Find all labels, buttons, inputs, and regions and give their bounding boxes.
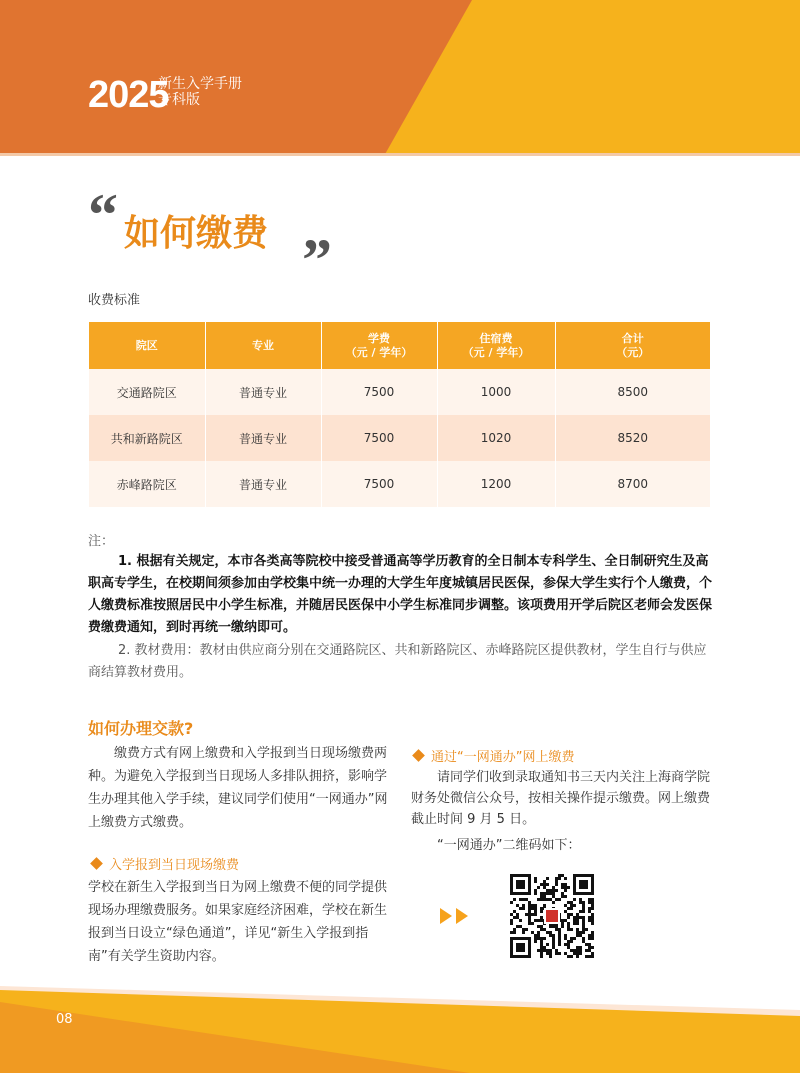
how-to-pay-heading: 如何办理交款? [88,719,194,738]
cell-campus: 赤峰路院区 [89,461,205,507]
cell-major: 普通专业 [205,461,321,507]
qr-logo-icon [544,908,560,924]
header-accommodation: 住宿费 （元 / 学年） [437,322,555,369]
header-tuition: 学费 （元 / 学年） [321,322,437,369]
online-payment-heading [414,746,574,765]
diamond-bullet-icon [412,749,425,762]
note-medical-insurance: 1. 根据有关规定，本市各类高等院校中接受普通高等学历教育的全日制本专科学生、全日制研究生及高职高专学生，在校期间须参加由学校集中统一办理的大学生年度城镇居民医保，参保大学生实行个人缴费，个人缴费标准按照居民中小学生标准，并随居民医保中小学生标准同步调整。该项费用开学后院区老师会发医保费缴费通知，到时再统一缴纳即可。 [88,554,713,635]
onsite-payment-text: 学校在新生入学报到当日为网上缴费不便的同学提供现场办理缴费服务。如果家庭经济困难，学校在新生报到当日设立“绿色通道”，详见“新生入学报到指南”有关学生资助内容。 [88,880,388,964]
fee-table [89,322,710,507]
header-campus: 院区 [89,322,205,369]
header-total: 合计 （元） [555,322,710,369]
handbook-year: 2025 [88,74,169,116]
handbook-subtitle [158,76,242,108]
page-number: 08 [56,1012,73,1027]
cell-major: 普通专业 [205,369,321,415]
handbook-edition: 专科版 [158,92,200,108]
onsite-payment-heading-text: 入学报到当日现场缴费 [109,858,240,873]
diamond-bullet-icon [90,857,103,870]
cell-tuition: 7500 [321,461,437,507]
table-row [89,369,710,415]
cell-accommodation: 1200 [437,461,555,507]
footer-background [0,968,800,1073]
payment-methods-text: 缴费方式有网上缴费和入学报到当日现场缴费两种。为避免入学报到当日现场人多排队拥挤，影响学生办理其他入学手续，建议同学们使用“一网通办”网上缴费方式缴费。 [88,746,388,830]
onsite-payment-heading [92,854,239,873]
cell-campus: 共和新路院区 [89,415,205,461]
handbook-title: 新生入学手册 [158,76,242,92]
online-payment-heading-text: 通过“一网通办”网上缴费 [431,750,575,765]
cell-accommodation: 1000 [437,369,555,415]
cell-campus: 交通路院区 [89,369,205,415]
table-header-row [89,322,710,369]
online-payment-text: 请同学们收到录取通知书三天内关注上海商学院财务处微信公众号，按相关操作提示缴费。网上缴费截止时间 9 月 5 日。 [411,770,711,827]
table-row [89,415,710,461]
cell-tuition: 7500 [321,415,437,461]
title-quote-close: ” [302,227,332,293]
note-textbook-fees: 2. 教材费用：教材由供应商分别在交通路院区、共和新路院区、赤峰路院区提供教材，学生自行与供应商结算教材费用。 [88,643,707,680]
cell-total: 8500 [555,369,710,415]
title-quote-open: “ [88,182,118,248]
qr-code-label: “一网通办”二维码如下： [437,838,581,853]
fee-standard-label: 收费标准 [88,293,141,308]
header-major: 专业 [205,322,321,369]
notes-label: 注： [88,534,115,549]
cell-total: 8520 [555,415,710,461]
header-divider [0,153,800,156]
page-title: 如何缴费 [124,213,269,254]
cell-total: 8700 [555,461,710,507]
page-footer [0,968,800,1073]
cell-accommodation: 1020 [437,415,555,461]
cell-major: 普通专业 [205,415,321,461]
table-row [89,461,710,507]
cell-tuition: 7500 [321,369,437,415]
double-arrow-icon [440,908,470,924]
